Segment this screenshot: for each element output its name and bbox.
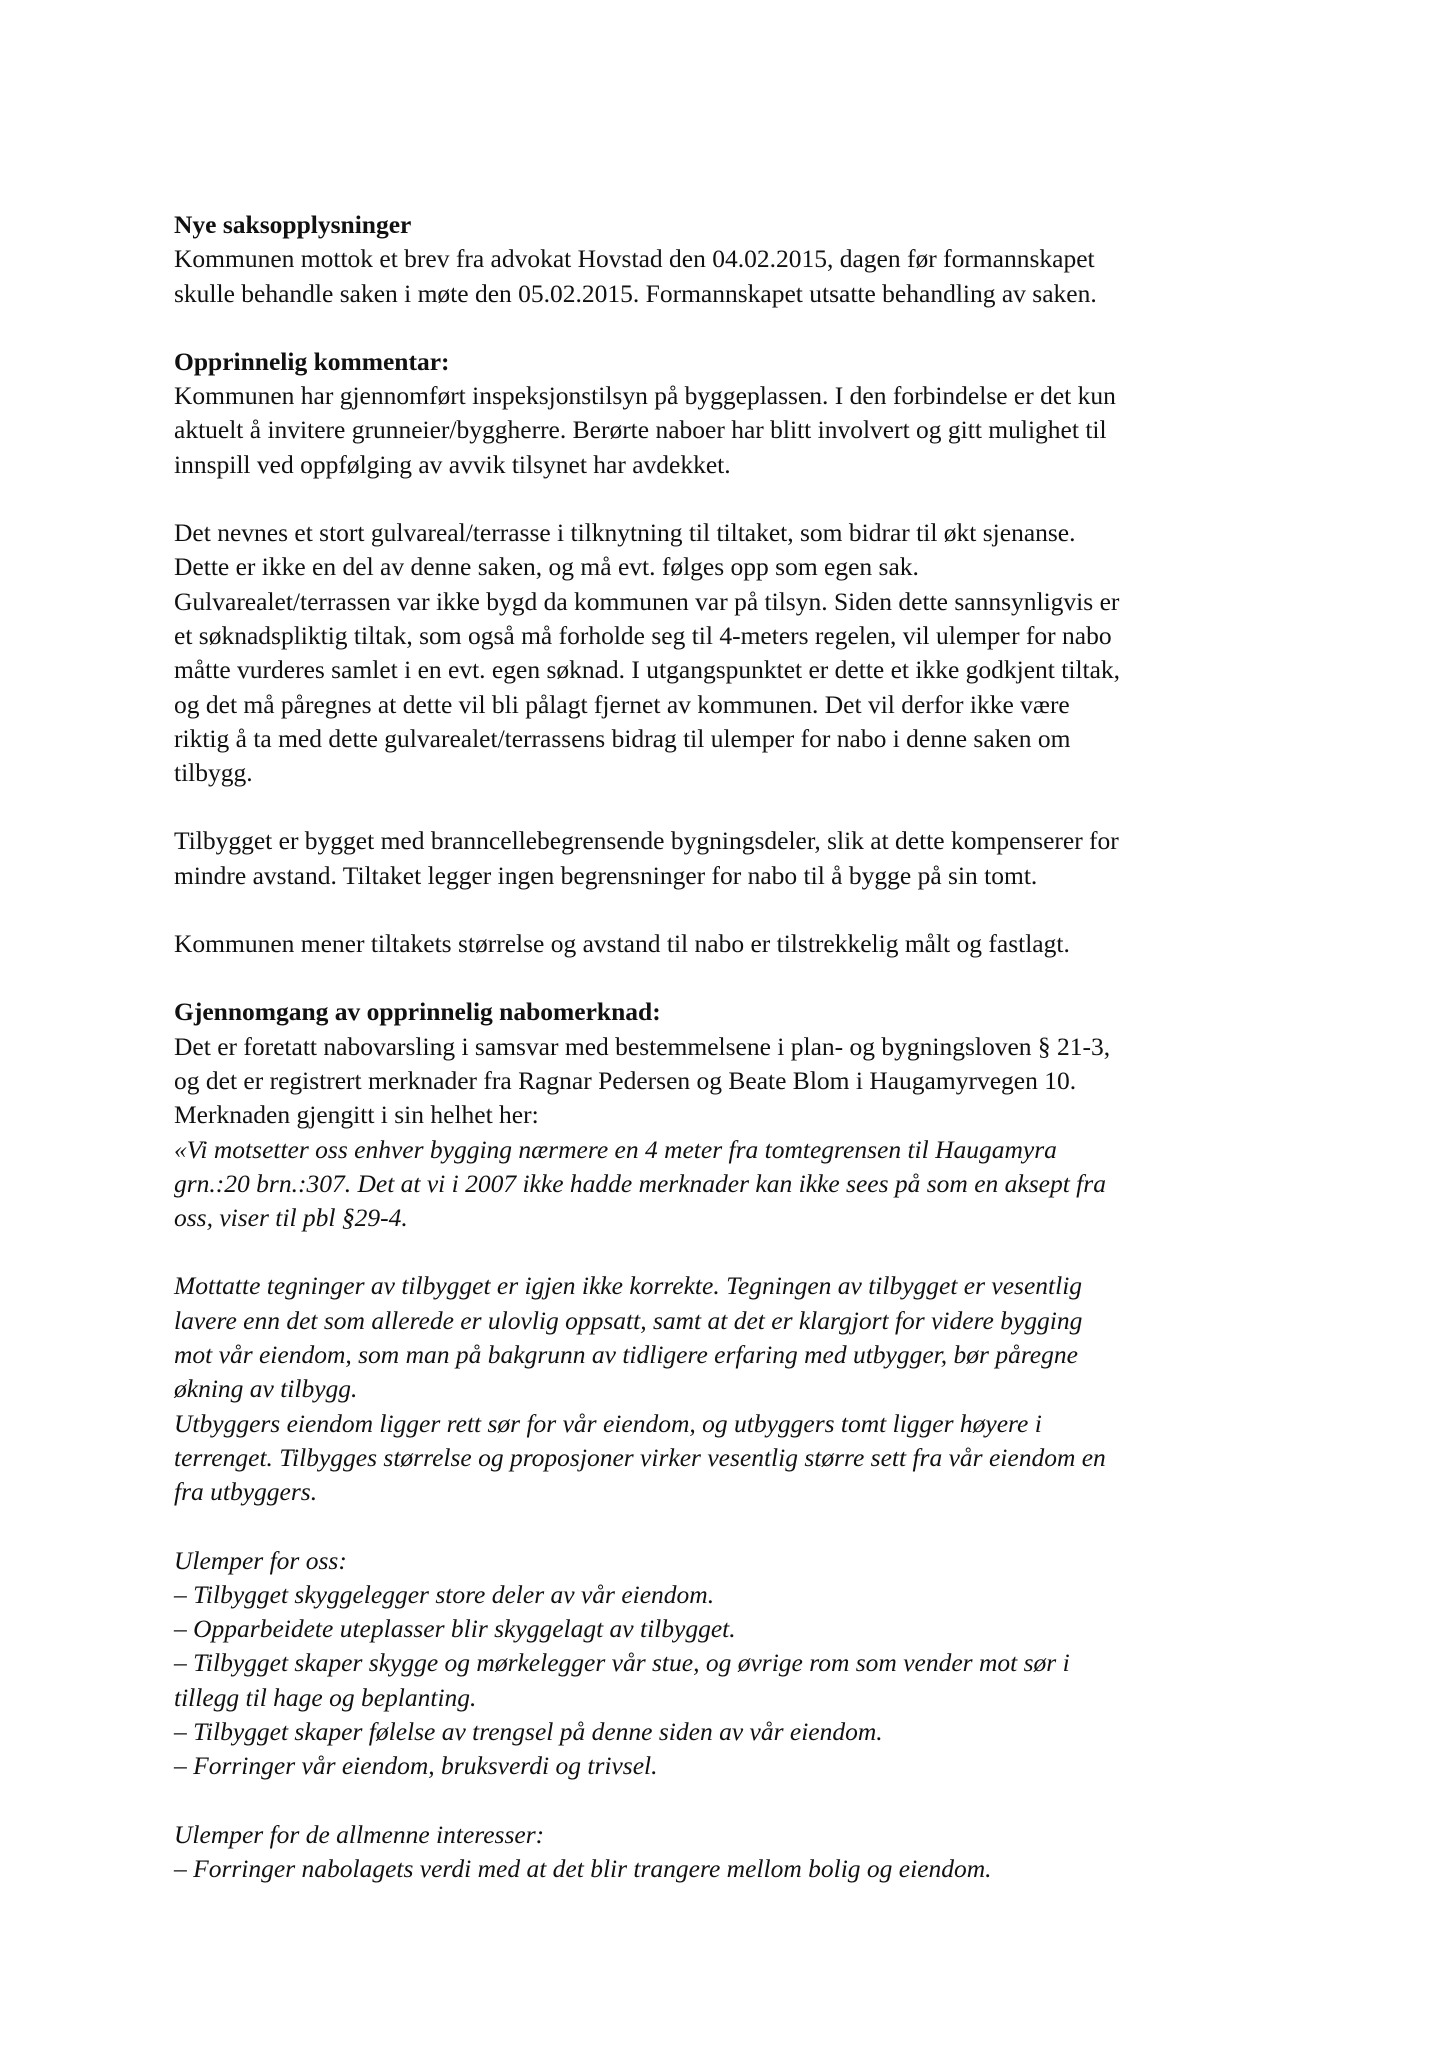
paragraph-gap bbox=[174, 1235, 1259, 1269]
quoted-line: mot vår eiendom, som man på bakgrunn av tidligere erfaring med utbygger, bør påregne bbox=[174, 1340, 1078, 1370]
section-neighbor-remark-review bbox=[174, 995, 1259, 1235]
section-original-comment bbox=[174, 345, 1259, 482]
text-line: Kommunen mottok et brev fra advokat Hovstad den 04.02.2015, dagen før formannskapet bbox=[174, 244, 1095, 274]
heading-neighbor-remark-review: Gjennomgang av opprinnelig nabomerknad: bbox=[174, 997, 661, 1027]
text-line: aktuelt å invitere grunneier/byggherre. Berørte naboer har blitt involvert og gitt mulighet til bbox=[174, 415, 1107, 445]
paragraph-gap bbox=[174, 961, 1259, 995]
section-quoted-drawings bbox=[174, 1269, 1259, 1509]
quoted-list-item: – Tilbygget skaper følelse av trengsel på denne siden av vår eiendom. bbox=[174, 1716, 883, 1746]
quoted-line: lavere enn det som allerede er ulovlig oppsatt, samt at det er klargjort for videre bygging bbox=[174, 1305, 1083, 1335]
quoted-line: terrenget. Tilbygges størrelse og proposjoner virker vesentlig større sett fra vår eiendom en bbox=[174, 1442, 1106, 1472]
quoted-line: grn.:20 brn.:307. Det at vi i 2007 ikke hadde merknader kan ikke sees på som en aksept fra bbox=[174, 1168, 1106, 1198]
paragraph-gap bbox=[174, 893, 1259, 927]
text-line: og det er registrert merknader fra Ragnar Pedersen og Beate Blom i Haugamyrvegen 10. bbox=[174, 1065, 1077, 1095]
section-conclusion-paragraph bbox=[174, 927, 1259, 961]
quoted-line: «Vi motsetter oss enhver bygging nærmere en 4 meter fra tomtegrensen til Haugamyra bbox=[174, 1134, 1057, 1164]
quoted-subheading: Ulemper for oss: bbox=[174, 1545, 347, 1575]
text-line: Det er foretatt nabovarsling i samsvar med bestemmelsene i plan- og bygningsloven § 21-3, bbox=[174, 1031, 1111, 1061]
text-line: riktig å ta med dette gulvarealet/terrassens bidrag til ulemper for nabo i denne saken om bbox=[174, 723, 1071, 753]
quoted-list-item: – Opparbeidete uteplasser blir skyggelagt av tilbygget. bbox=[174, 1614, 736, 1644]
section-terrace-paragraph bbox=[174, 516, 1259, 790]
section-quoted-disadvantages-public bbox=[174, 1818, 1259, 1887]
text-line: Det nevnes et stort gulvareal/terrasse i tilknytning til tiltaket, som bidrar til økt sjenanse. bbox=[174, 518, 1076, 548]
text-line: og det må påregnes at dette vil bli pålagt fjernet av kommunen. Det vil derfor ikke være bbox=[174, 689, 1070, 719]
quoted-line: Mottatte tegninger av tilbygget er igjen ikke korrekte. Tegningen av tilbygget er vesentlig bbox=[174, 1271, 1083, 1301]
text-line: Gulvarealet/terrassen var ikke bygd da kommunen var på tilsyn. Siden dette sannsynligvis er bbox=[174, 586, 1120, 616]
text-line: innspill ved oppfølging av avvik tilsynet har avdekket. bbox=[174, 449, 731, 479]
paragraph-gap bbox=[174, 1784, 1259, 1818]
paragraph-gap bbox=[174, 1510, 1259, 1544]
text-line: tilbygg. bbox=[174, 758, 253, 788]
paragraph-gap bbox=[174, 311, 1259, 345]
section-fire-cell-paragraph bbox=[174, 824, 1259, 893]
quoted-subheading: Ulemper for de allmenne interesser: bbox=[174, 1819, 545, 1849]
quoted-list-item: – Tilbygget skyggelegger store deler av vår eiendom. bbox=[174, 1579, 715, 1609]
paragraph-gap bbox=[174, 790, 1259, 824]
text-line: Kommunen har gjennomført inspeksjonstilsyn på byggeplassen. I den forbindelse er det kun bbox=[174, 381, 1116, 411]
quoted-list-item: tillegg til hage og beplanting. bbox=[174, 1682, 477, 1712]
text-line: Dette er ikke en del av denne saken, og må evt. følges opp som egen sak. bbox=[174, 552, 919, 582]
section-quoted-disadvantages-us bbox=[174, 1544, 1259, 1784]
text-line: skulle behandle saken i møte den 05.02.2015. Formannskapet utsatte behandling av saken. bbox=[174, 278, 1097, 308]
quoted-list-item: – Forringer nabolagets verdi med at det blir trangere mellom bolig og eiendom. bbox=[174, 1853, 992, 1883]
text-line: Kommunen mener tiltakets størrelse og avstand til nabo er tilstrekkelig målt og fastlagt. bbox=[174, 929, 1070, 959]
quoted-list-item: – Tilbygget skaper skygge og mørkelegger vår stue, og øvrige rom som vender mot sør i bbox=[174, 1648, 1070, 1678]
text-line: Tilbygget er bygget med branncellebegrensende bygningsdeler, slik at dette kompenserer for bbox=[174, 826, 1119, 856]
quoted-line: økning av tilbygg. bbox=[174, 1374, 358, 1404]
heading-new-case-info: Nye saksopplysninger bbox=[174, 210, 412, 239]
heading-original-comment: Opprinnelig kommentar: bbox=[174, 346, 450, 376]
paragraph-gap bbox=[174, 482, 1259, 516]
text-line: et søknadspliktig tiltak, som også må forholde seg til 4-meters regelen, vil ulemper for nabo bbox=[174, 620, 1112, 650]
quoted-line: oss, viser til pbl §29-4. bbox=[174, 1203, 408, 1233]
text-line: mindre avstand. Tiltaket legger ingen begrensninger for nabo til å bygge på sin tomt. bbox=[174, 860, 1038, 890]
text-line: Merknaden gjengitt i sin helhet her: bbox=[174, 1100, 539, 1130]
section-new-case-info bbox=[174, 208, 1259, 311]
quoted-list-item: – Forringer vår eiendom, bruksverdi og trivsel. bbox=[174, 1751, 658, 1781]
text-line: måtte vurderes samlet i en evt. egen søknad. I utgangspunktet er dette et ikke godkjent tiltak, bbox=[174, 655, 1121, 685]
quoted-line: fra utbyggers. bbox=[174, 1477, 318, 1507]
quoted-line: Utbyggers eiendom ligger rett sør for vår eiendom, og utbyggers tomt ligger høyere i bbox=[174, 1408, 1042, 1438]
